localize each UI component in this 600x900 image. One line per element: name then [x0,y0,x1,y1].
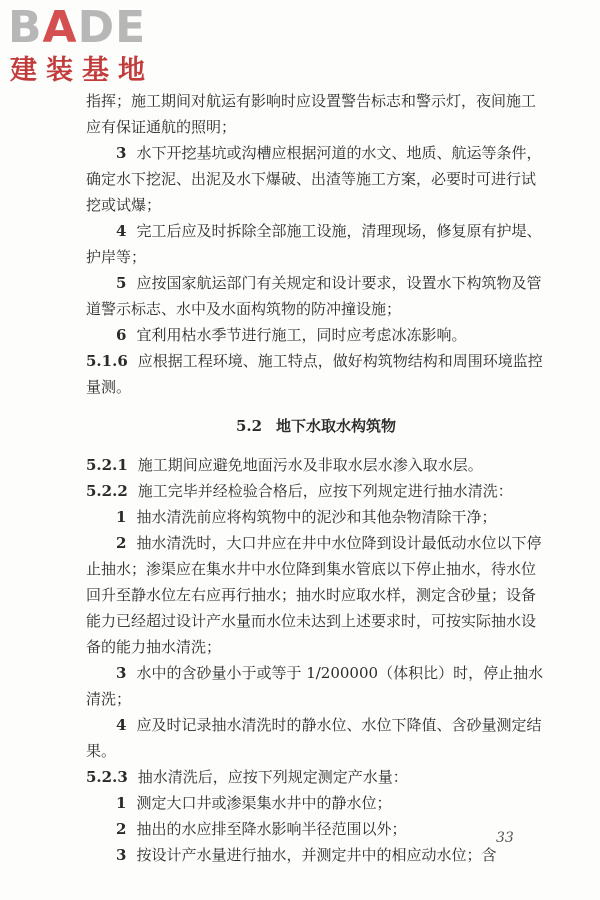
clause: 5.2.1 施工期间应避免地面污水及非取水层水渗入取水层。 [86,456,483,474]
list-item: 5 应按国家航运部门有关规定和设计要求，设置水下构筑物及管道警示标志、水中及水面构筑物的防冲撞设施； [86,274,542,318]
list-item: 3 水中的含砂量小于或等于 1/200000（体积比）时，停止抽水清洗； [86,664,544,708]
clause: 5.2.3 抽水清洗后，应按下列规定测定产水量： [86,768,408,786]
list-item: 6 宜利用枯水季节进行施工，同时应考虑冰冻影响。 [116,326,467,344]
page-number: 33 [496,830,514,846]
page-body [86,88,546,868]
list-item: 2 抽出的水应排至降水影响半径范围以外； [116,820,407,838]
clause: 5.2.2 施工完毕并经检验合格后，应按下列规定进行抽水清洗： [86,482,513,500]
logo-subtitle: 建装基地 [10,55,154,86]
watermark-logo [8,4,178,94]
list-item: 4 完工后应及时拆除全部施工设施，清理现场，修复原有护堤、护岸等； [86,222,542,266]
clause: 5.1.6 应根据工程环境、施工特点，做好构筑物结构和周围环境监控量测。 [86,352,543,396]
list-item: 1 抽水清洗前应将构筑物中的泥沙和其他杂物清除干净； [116,508,497,526]
list-item: 3 水下开挖基坑或沟槽应根据河道的水文、地质、航运等条件，确定水下挖泥、出泥及水下爆破、出渣等施工方案，必要时可进行试挖或试爆； [86,144,542,214]
list-item: 2 抽水清洗时，大口井应在井中水位降到设计最低动水位以下停止抽水；渗渠应在集水井中水位降到集水管底以下停止抽水，待水位回升至静水位左右应再行抽水；抽水时应取水样，测定含砂量；设备能力已经超过设计产水量而水位未达到上述要求时，可按实际抽水设备的能力抽水清洗； [86,534,542,656]
list-item: 4 应及时记录抽水清洗时的静水位、水位下降值、含砂量测定结果。 [86,716,542,760]
paragraph-continued: 指挥；施工期间对航运有影响时应设置警告标志和警示灯，夜间施工应有保证通航的照明； [86,92,537,136]
list-item: 1 测定大口井或渗渠集水井中的静水位； [116,794,392,812]
section-heading: 5.2 地下水取水构筑物 [235,417,397,435]
list-item: 3 按设计产水量进行抽水，并测定井中的相应动水位；含 [116,846,497,864]
logo-wordmark: BADE [8,2,147,53]
